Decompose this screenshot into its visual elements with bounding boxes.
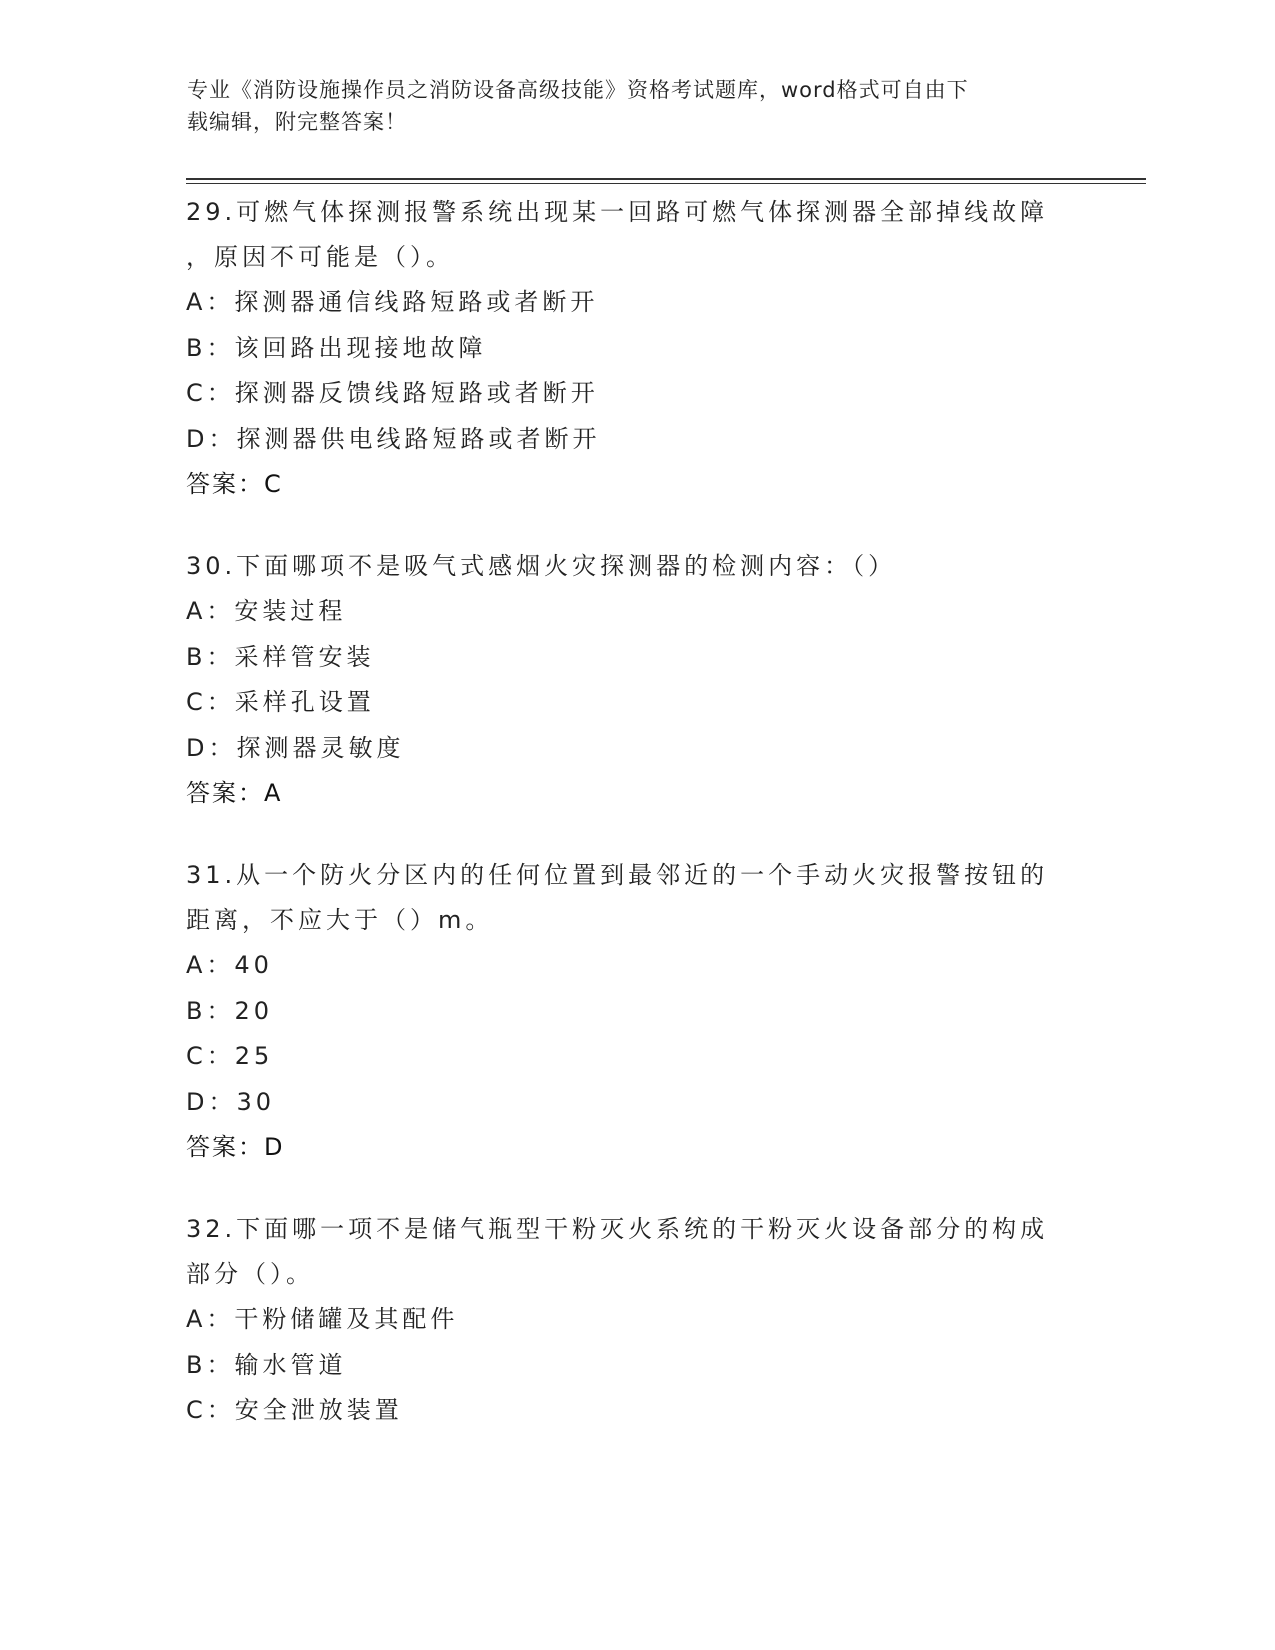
answer-line: 答案：A <box>186 779 283 807</box>
question-stem <box>186 190 1086 280</box>
question-stem-line-1: 30.下面哪项不是吸气式感烟火灾探测器的检测内容：（） <box>186 552 897 580</box>
question-list <box>186 190 1086 1471</box>
question-stem <box>186 544 1086 589</box>
option-a: A：40 <box>186 951 273 979</box>
question-stem-line-1: 31.从一个防火分区内的任何位置到最邻近的一个手动火灾报警按钮的 <box>186 861 1049 889</box>
header-line-1: 专业《消防设施操作员之消防设备高级技能》资格考试题库，word格式可自由下 <box>187 78 969 102</box>
header-divider-thick <box>186 178 1146 180</box>
answer-line: 答案：D <box>186 1133 285 1161</box>
option-d: D：探测器灵敏度 <box>186 733 405 762</box>
option-c: C：采样孔设置 <box>186 688 375 716</box>
option-a: A：干粉储罐及其配件 <box>186 1305 459 1333</box>
question-stem-line-1: 29.可燃气体探测报警系统出现某一回路可燃气体探测器全部掉线故障 <box>186 198 1049 226</box>
header-divider-thin <box>186 183 1146 184</box>
option-a: A：安装过程 <box>186 597 347 625</box>
question-stem-line-2: ，原因不可能是（）。 <box>186 243 454 271</box>
option-c: C：安全泄放装置 <box>186 1396 403 1424</box>
option-b: B：输水管道 <box>186 1350 347 1379</box>
option-b: B：20 <box>186 996 274 1025</box>
option-b: B：该回路出现接地故障 <box>186 333 487 362</box>
question-stem-line-2: 距离，不应大于（）m。 <box>186 906 494 934</box>
question-stem <box>186 1207 1086 1297</box>
option-a: A：探测器通信线路短路或者断开 <box>186 288 599 316</box>
question-29 <box>186 190 1086 507</box>
option-c: C：探测器反馈线路短路或者断开 <box>186 379 599 407</box>
option-b: B：采样管安装 <box>186 642 375 671</box>
document-header <box>187 74 1067 138</box>
option-c: C：25 <box>186 1042 274 1070</box>
option-d: D：30 <box>186 1087 276 1116</box>
question-stem-line-2: 部分（）。 <box>186 1260 314 1288</box>
question-stem-line-1: 32.下面哪一项不是储气瓶型干粉灭火系统的干粉灭火设备部分的构成 <box>186 1215 1049 1243</box>
header-line-2: 载编辑，附完整答案！ <box>187 110 407 134</box>
question-32 <box>186 1207 1086 1434</box>
answer-line: 答案：C <box>186 470 283 498</box>
question-30 <box>186 544 1086 816</box>
question-31 <box>186 853 1086 1170</box>
question-stem <box>186 853 1086 943</box>
option-d: D：探测器供电线路短路或者断开 <box>186 424 601 453</box>
